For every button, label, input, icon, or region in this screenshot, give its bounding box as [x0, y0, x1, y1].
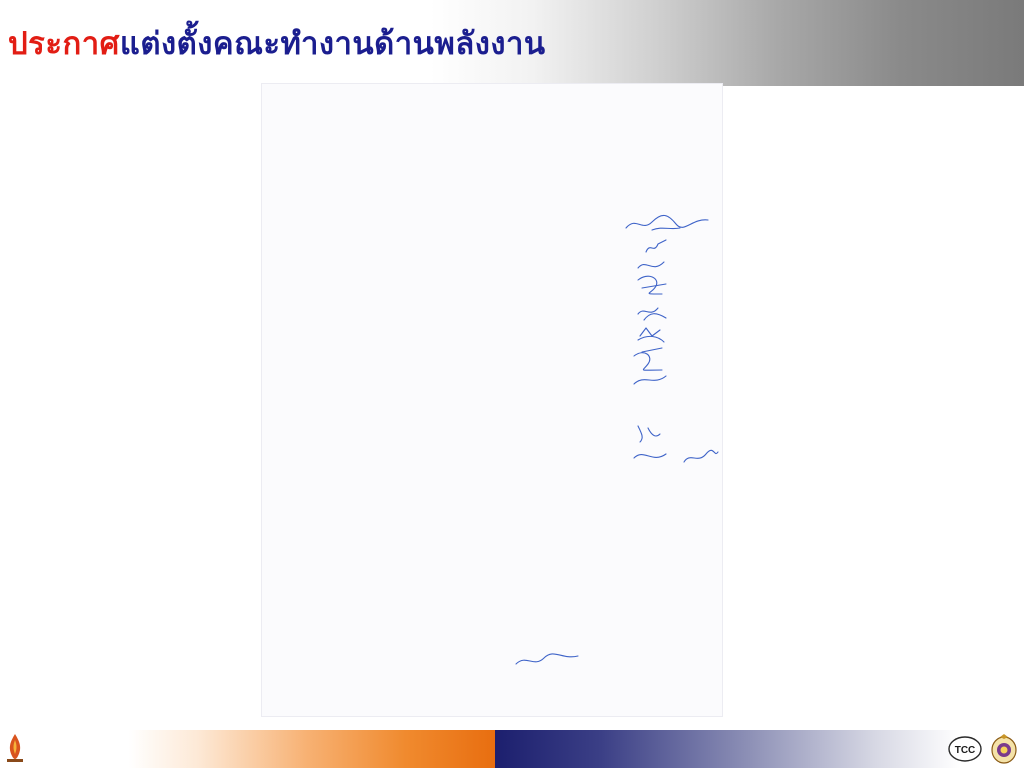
initial-mark	[632, 420, 664, 446]
footer-right-gradient	[495, 730, 1024, 768]
scanned-document	[262, 84, 722, 716]
footer-band	[0, 730, 1024, 768]
title-red-part: ประกาศ	[8, 26, 120, 62]
document-preamble	[266, 124, 718, 126]
tcc-logo-icon	[948, 736, 982, 762]
svg-text:TCC: TCC	[954, 745, 976, 756]
footer-left-gradient	[0, 730, 495, 768]
initial-mark	[630, 366, 670, 394]
royal-seal-icon	[990, 733, 1018, 765]
signature-mark	[512, 650, 582, 672]
initial-mark	[632, 270, 672, 300]
slide-title	[8, 18, 546, 68]
ministry-emblem-icon	[4, 732, 26, 766]
signature-mark	[622, 208, 712, 238]
initial-mark	[636, 306, 672, 326]
initial-mark	[680, 446, 720, 470]
title-blue-part: แต่งตั้งคณะทำงานด้านพลังงาน	[119, 26, 546, 62]
initial-mark	[630, 444, 670, 468]
